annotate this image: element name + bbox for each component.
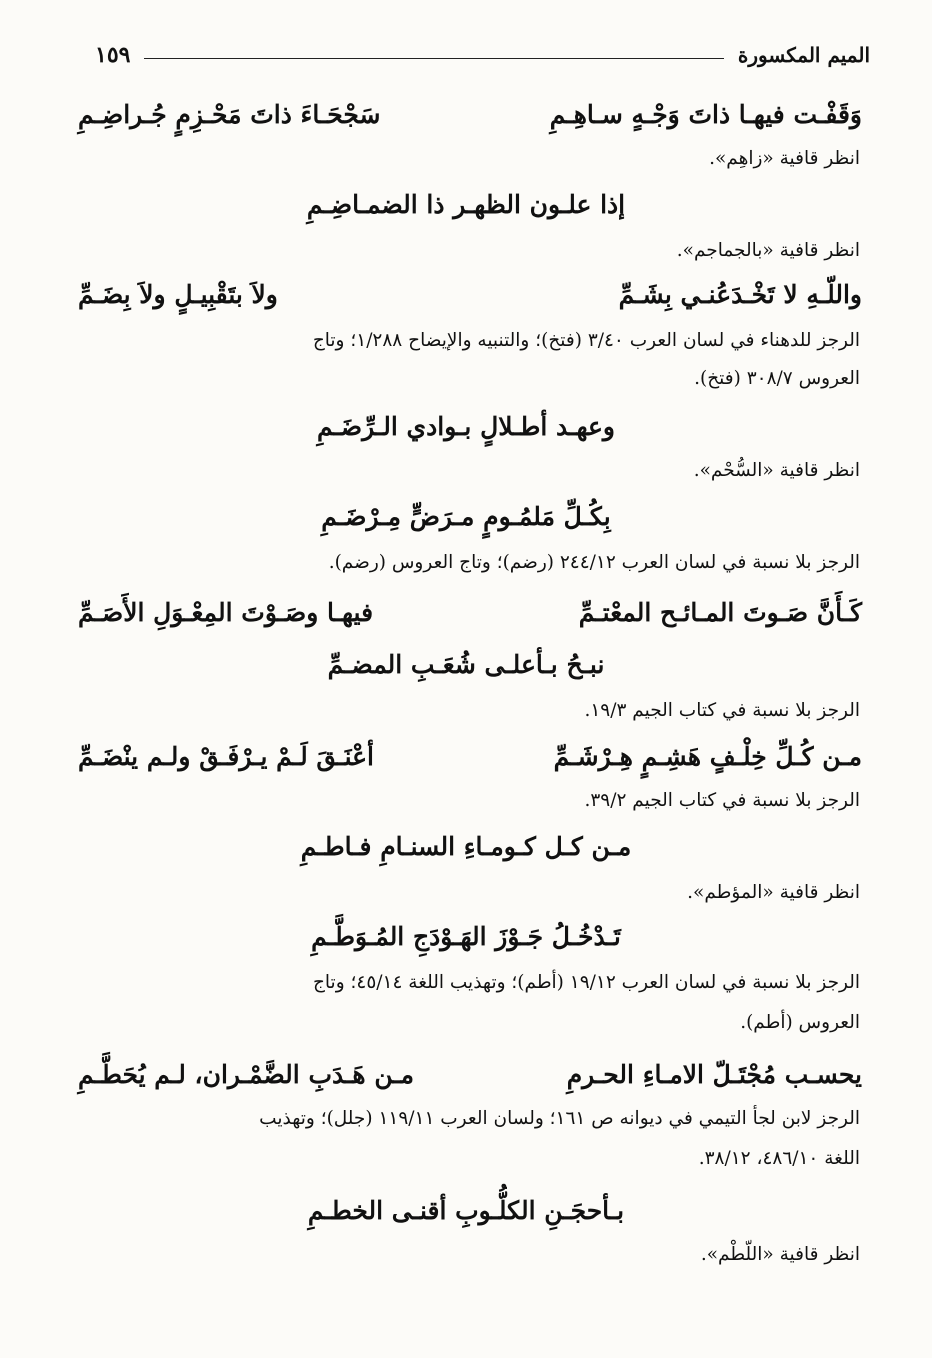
page-number: ١٥٩ — [95, 42, 131, 68]
reference-note: انظر قافية «السُّحْم». — [693, 460, 860, 481]
reference-note: الرجز بلا نسبة في لسان العرب ٢٤٤/١٢ (رضم)؛ وتاج العروس (رضم). — [328, 552, 860, 573]
verse-couplet — [78, 100, 862, 129]
hemistich-right: يحسـب مُجْتَـلّ الامـاءِ الحـرمِ — [566, 1060, 862, 1089]
hemistich-left: ولاَ بتَقْبِيـلٍ ولاَ بِضَـمِّ — [78, 280, 278, 309]
reference-note-line: العروس ٣٠٨/٧ (فتخ). — [694, 368, 860, 389]
reference-note-line: الرجز لابن لجأ التيمي في ديوانه ص ١٦١؛ ولسان العرب ١١٩/١١ (جلل)؛ وتهذيب — [259, 1108, 860, 1129]
verse-line: نبـحُ بـأعلـى شُعَـبِ المضـمِّ — [327, 650, 605, 679]
verse-line: مـن كـل كـومـاءِ السنـامِ فـاطـمِ — [300, 832, 632, 861]
verse-couplet — [78, 742, 862, 771]
hemistich-right: كَـأَنَّ صَـوتَ المـائـح المعْتـمِّ — [578, 598, 862, 627]
reference-note: الرجز بلا نسبة في كتاب الجيم ١٩/٣. — [584, 700, 860, 721]
reference-note: انظر قافية «المؤطم». — [687, 882, 860, 903]
verse-line: وعهـد أطـلالٍ بـوادي الـرِّضَـمِ — [316, 412, 616, 441]
verse-couplet — [78, 598, 862, 627]
reference-note: الرجز بلا نسبة في كتاب الجيم ٣٩/٢. — [584, 790, 860, 811]
hemistich-left: مـن هَـدَبِ الضَّمْـران، لـم يُحَطَّـمِ — [78, 1060, 415, 1089]
running-header — [95, 38, 870, 72]
verse-line: إذا علـون الظهـر ذا الضمـاضِـمِ — [306, 190, 626, 219]
reference-note: انظر قافية «اللّطْم». — [700, 1244, 860, 1265]
reference-note: انظر قافية «بالجماجم». — [676, 240, 860, 261]
hemistich-left: فيهـا وصَـوْتَ المِعْـوَلِ الأَصَـمِّ — [78, 598, 374, 627]
reference-note-line: العروس (أطم). — [740, 1012, 860, 1033]
hemistich-right: وَقَفْـت فيهـا ذاتَ وَجْـهٍ سـاهِـمِ — [549, 100, 862, 129]
reference-note-line: اللغة ٤٨٦/١٠، ٣٨/١٢. — [698, 1148, 860, 1169]
hemistich-right: مـن كُـلِّ خِلْـفٍ هَشِـمٍ هِـرْشَـمِّ — [553, 742, 862, 771]
reference-note-line: الرجز للدهناء في لسان العرب ٣/٤٠ (فتخ)؛ والتنبيه والإيضاح ١/٢٨٨؛ وتاج — [312, 330, 860, 351]
reference-note-line: الرجز بلا نسبة في لسان العرب ١٩/١٢ (أطم)؛ وتهذيب اللغة ٤٥/١٤؛ وتاج — [312, 972, 860, 993]
verse-line: بـأحجَـنِ الكلُّـوبِ أقنـى الخطـمِ — [307, 1196, 625, 1225]
verse-line: بِكُـلِّ مَلمُـومٍ مـرَضٍّ مِـرْضَـمِ — [321, 502, 611, 531]
hemistich-left: أعْنَـقَ لَـمْ يـرْفَـقْ ولـم ينْضَـمِّ — [78, 742, 374, 771]
reference-note: انظر قافية «زاهِم». — [709, 148, 860, 169]
hemistich-left: سَجْحَـاءَ ذاتَ مَحْـزِمٍ جُـراضِـمِ — [78, 100, 381, 129]
verse-couplet — [78, 280, 862, 309]
verse-couplet — [78, 1060, 862, 1089]
header-rule — [144, 58, 723, 59]
hemistich-right: واللّـهِ لا تَخْـدَعُنـي بِشَـمِّ — [618, 280, 862, 309]
section-title: الميم المكسورة — [737, 43, 870, 67]
verse-line: تَـدْخُـلُ جَـوْزَ الهَـوْدَجِ المُـوَطَّـمِ — [311, 922, 621, 951]
